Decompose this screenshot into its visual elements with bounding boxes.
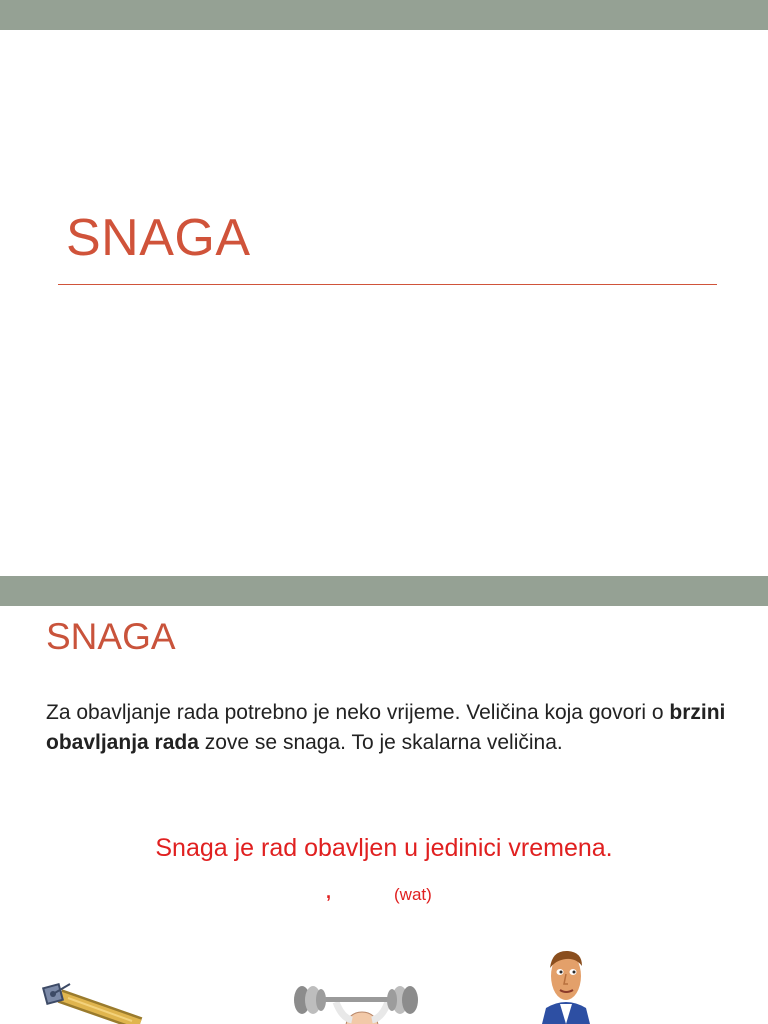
unit-label: (wat) xyxy=(394,885,432,904)
title-underline xyxy=(58,284,717,285)
title-slide xyxy=(0,30,768,576)
paragraph-part1: Za obavljanje rada potrebno je neko vrijeme. Veličina koja govori o xyxy=(46,701,670,724)
top-band xyxy=(0,0,768,30)
slide2-title: SNAGA xyxy=(46,616,176,657)
body-paragraph xyxy=(46,698,726,758)
formula-comma: , xyxy=(326,882,332,902)
slide1-title: SNAGA xyxy=(66,209,251,267)
power-definition: Snaga je rad obavljen u jedinici vremena. xyxy=(155,834,613,862)
paragraph-part2: zove se snaga. To je skalarna veličina. xyxy=(198,731,563,754)
weightlifter-icon xyxy=(284,980,430,1024)
paragraph-bold: brzini obavljanja rada xyxy=(46,701,726,754)
crane-icon xyxy=(40,976,150,1024)
slide-separator-band xyxy=(0,576,768,606)
content-slide xyxy=(0,606,768,1024)
man-cartoon-icon xyxy=(536,946,596,1024)
